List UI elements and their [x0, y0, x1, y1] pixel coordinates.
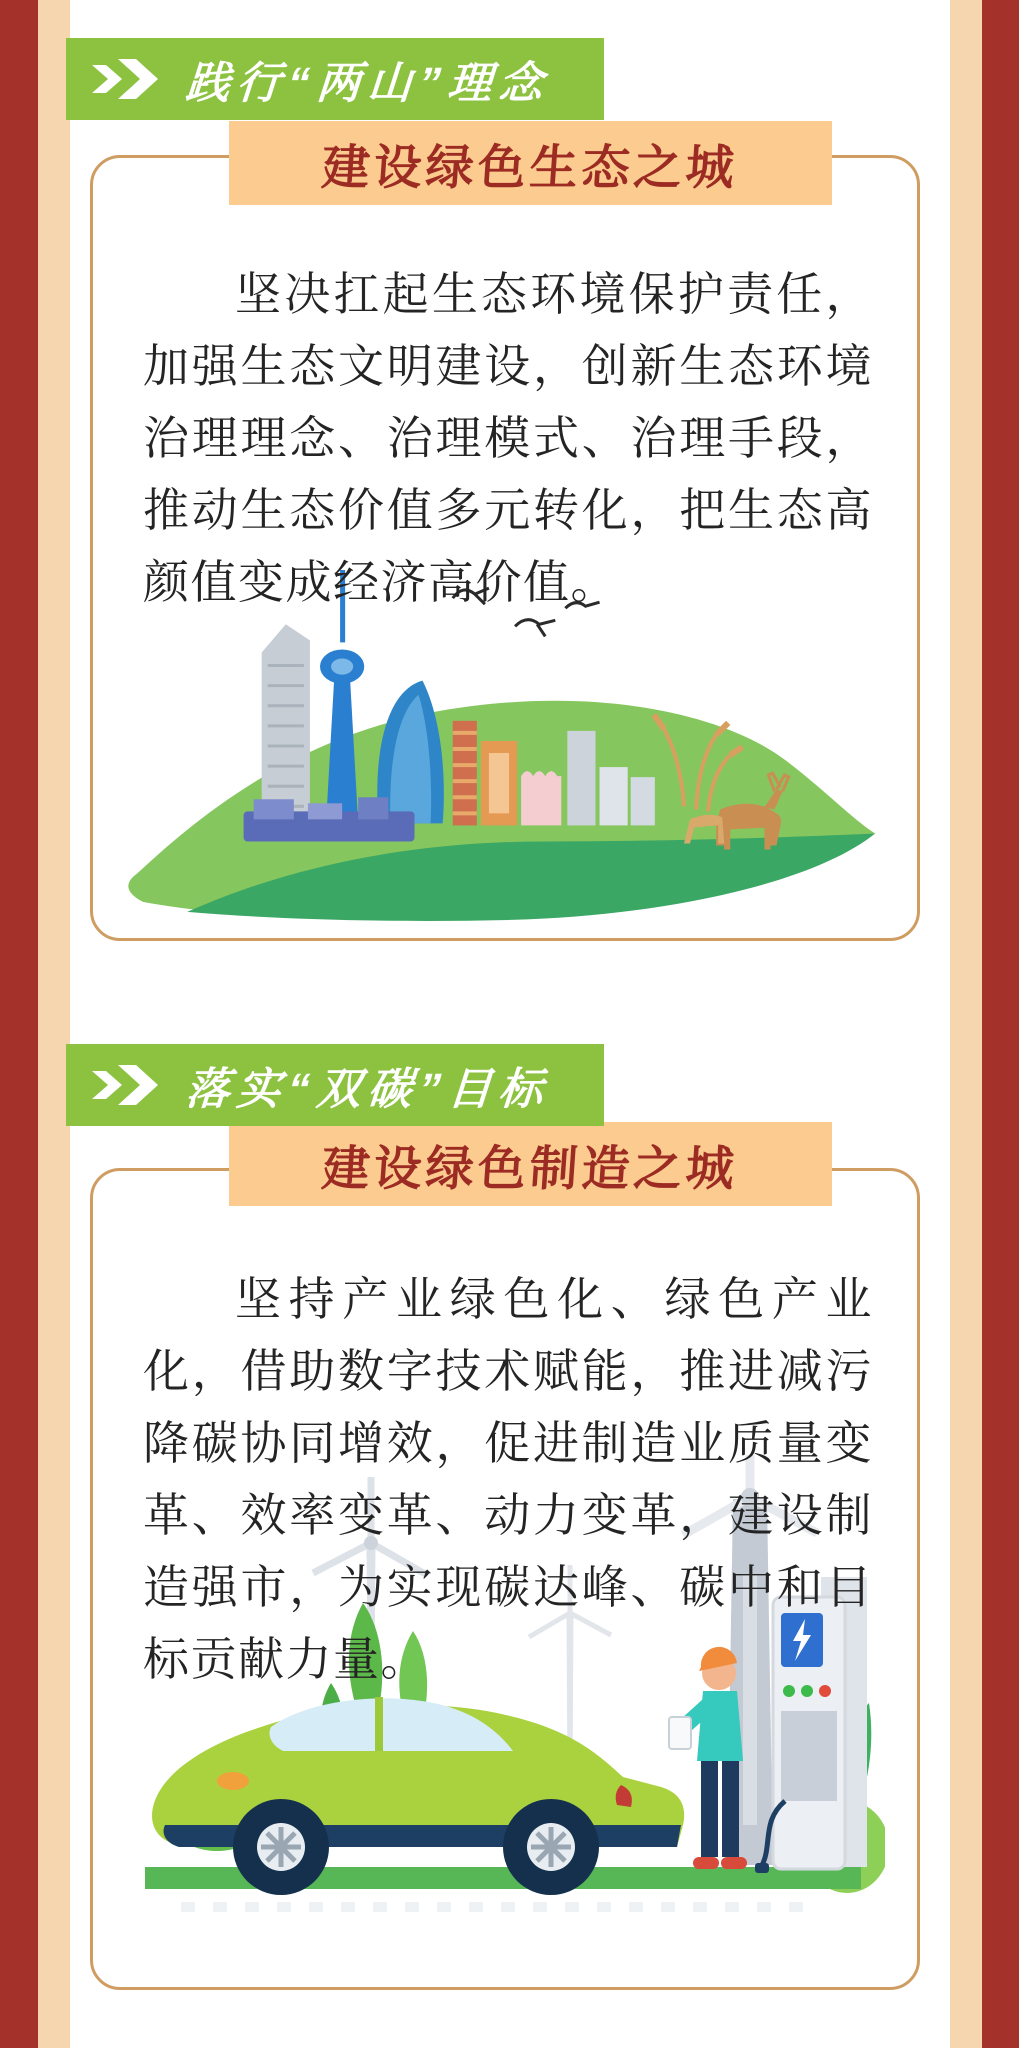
- right-red-border: [982, 0, 1019, 2048]
- manufacturing-banner-label: 落实“双碳”目标: [183, 1065, 552, 1114]
- leaf-city-illustration: [119, 570, 887, 932]
- manufacturing-title-banner: [229, 1122, 832, 1206]
- manufacturing-title: 建设绿色制造之城: [320, 1142, 741, 1196]
- ecology-banner: [66, 38, 604, 120]
- ecology-paragraph: 坚决扛起生态环境保护责任，加强生态文明建设，创新生态环境治理理念、治理模式、治理手段，推动生态价值多元转化，把生态高颜值变成经济高价值。: [143, 268, 873, 608]
- manufacturing-paragraph: 坚持产业绿色化、绿色产业化，借助数字技术赋能，推进减污降碳协同增效，促进制造业质量变革、效率变革、动力变革，建设制造强市，为实现碳达峰、碳中和目标贡献力量。: [143, 1273, 873, 1685]
- ecology-title: 建设绿色生态之城: [320, 141, 741, 195]
- ecology-card: [90, 155, 920, 941]
- ecology-title-banner: [229, 121, 832, 205]
- left-peach-border: [38, 0, 70, 2048]
- manufacturing-card: [90, 1168, 920, 1990]
- pink-building: [521, 771, 561, 825]
- double-chevron-icon: [92, 59, 164, 99]
- rear-wheel: [503, 1799, 599, 1895]
- front-wheel: [233, 1799, 329, 1895]
- left-red-border: [0, 0, 38, 2048]
- right-peach-border: [950, 0, 982, 2048]
- manufacturing-banner: [66, 1044, 604, 1126]
- clipboard: [669, 1717, 691, 1749]
- double-chevron-icon: [92, 1065, 164, 1105]
- green-car: [152, 1697, 684, 1895]
- ecology-banner-label: 践行“两山”理念: [183, 59, 552, 108]
